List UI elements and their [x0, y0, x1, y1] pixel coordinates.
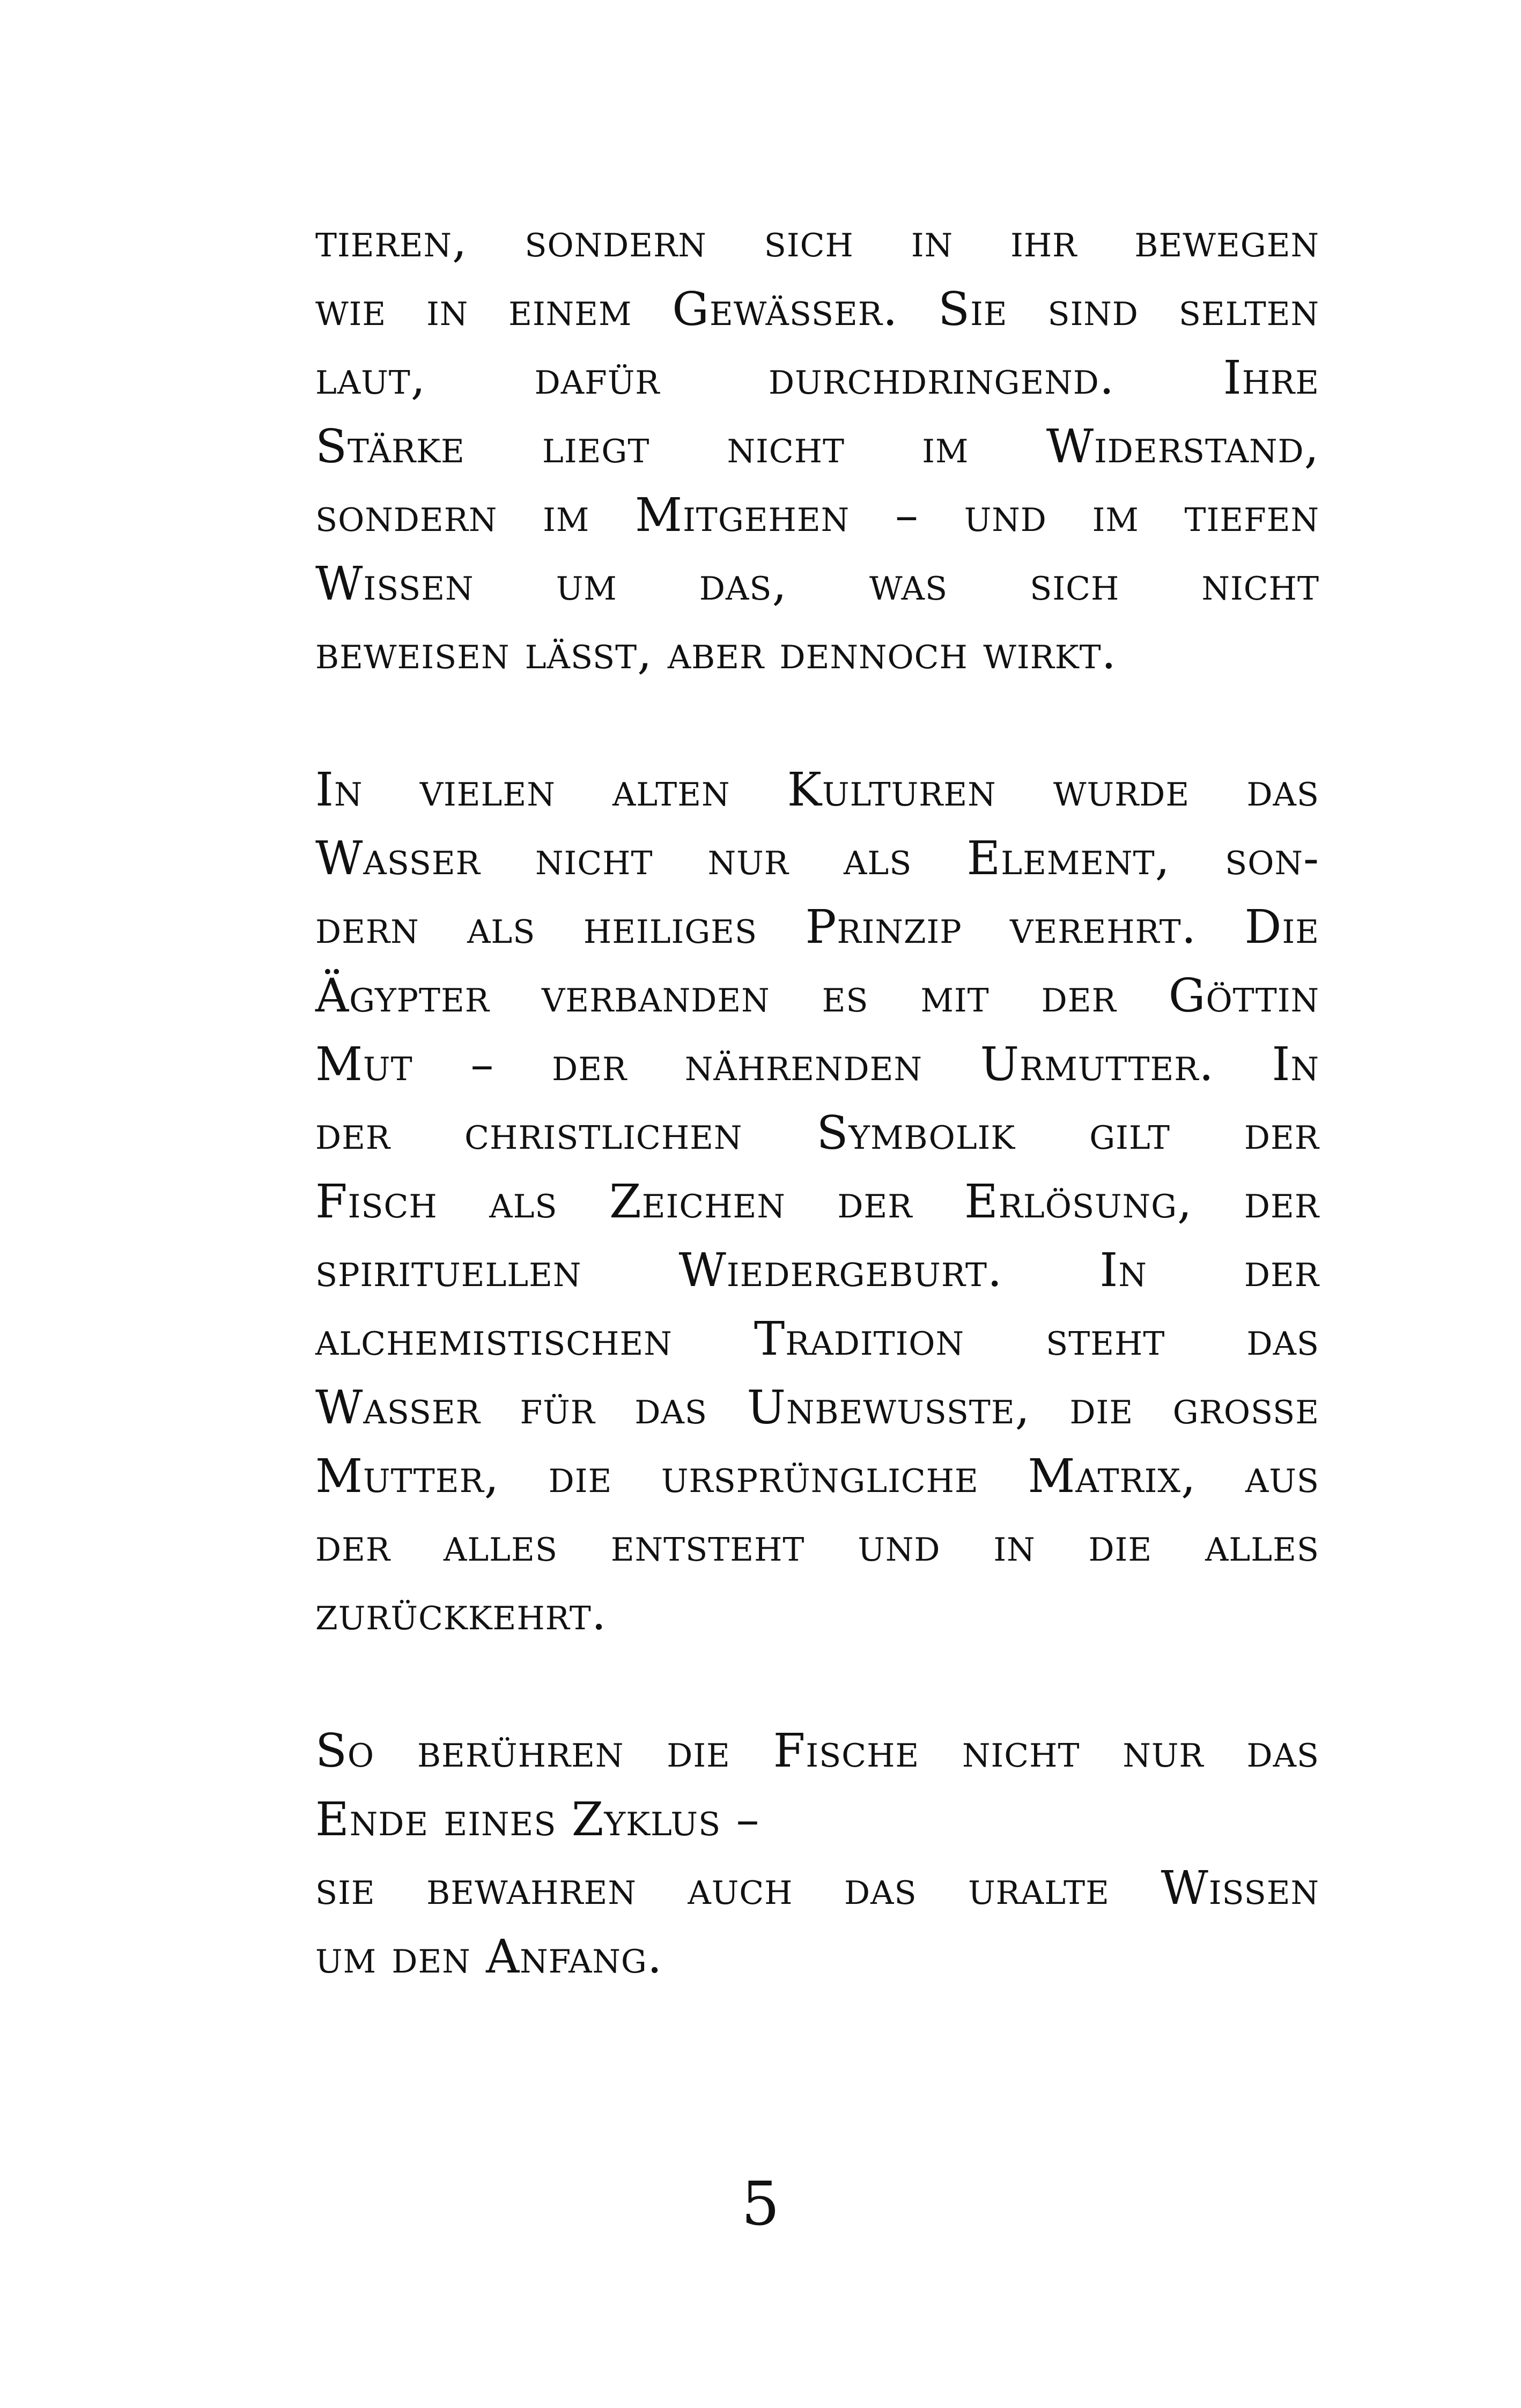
text-line: dern als heiliges Prinzip verehrt. Die [315, 900, 1319, 954]
text-line: alchemistischen Tradition steht das [315, 1312, 1319, 1366]
text-line: In vielen alten Kulturen wurde das [315, 763, 1319, 817]
paragraph-3 [315, 1717, 1319, 1991]
text-line: laut, dafür durchdringend. Ihre [315, 351, 1319, 405]
text-line: beweisen lässt, aber dennoch wirkt. [315, 626, 1117, 679]
text-line: Ende eines Zyklus – [315, 1793, 760, 1846]
text-line: Wissen um das, was sich nicht [315, 557, 1319, 611]
paragraph-2 [315, 756, 1319, 1648]
text-line: spirituellen Wiedergeburt. In der [315, 1244, 1319, 1297]
body-text [315, 206, 1319, 1991]
text-line: So berühren die Fische nicht nur das [315, 1724, 1319, 1778]
text-line: Mutter, die ursprüngliche Matrix, aus [315, 1450, 1319, 1503]
text-line: sondern im Mitgehen – und im tiefen [315, 489, 1319, 542]
text-line: tieren, sondern sich in ihr bewegen [315, 214, 1319, 268]
text-line: der christlichen Symbolik gilt der [315, 1106, 1319, 1160]
text-line: wie in einem Gewässer. Sie sind selten [315, 283, 1319, 336]
page-number: 5 [741, 2169, 780, 2239]
paragraph-1 [315, 206, 1319, 687]
text-line: Ägypter verbanden es mit der Göttin [315, 969, 1319, 1023]
text-line: Wasser nicht nur als Element, son- [315, 832, 1319, 885]
text-line: sie bewahren auch das uralte Wissen [315, 1862, 1319, 1915]
text-line: um den Anfang. [315, 1930, 663, 1984]
text-line: der alles entsteht und in die alles [315, 1518, 1319, 1572]
text-line: Fisch als Zeichen der Erlösung, der [315, 1175, 1319, 1229]
text-line: Wasser für das Unbewusste, die grosse [315, 1381, 1319, 1435]
text-line: Stärke liegt nicht im Widerstand, [315, 420, 1319, 474]
text-line: zurückkehrt. [315, 1587, 607, 1641]
text-line: Mut – der nährenden Urmutter. In [315, 1038, 1319, 1091]
